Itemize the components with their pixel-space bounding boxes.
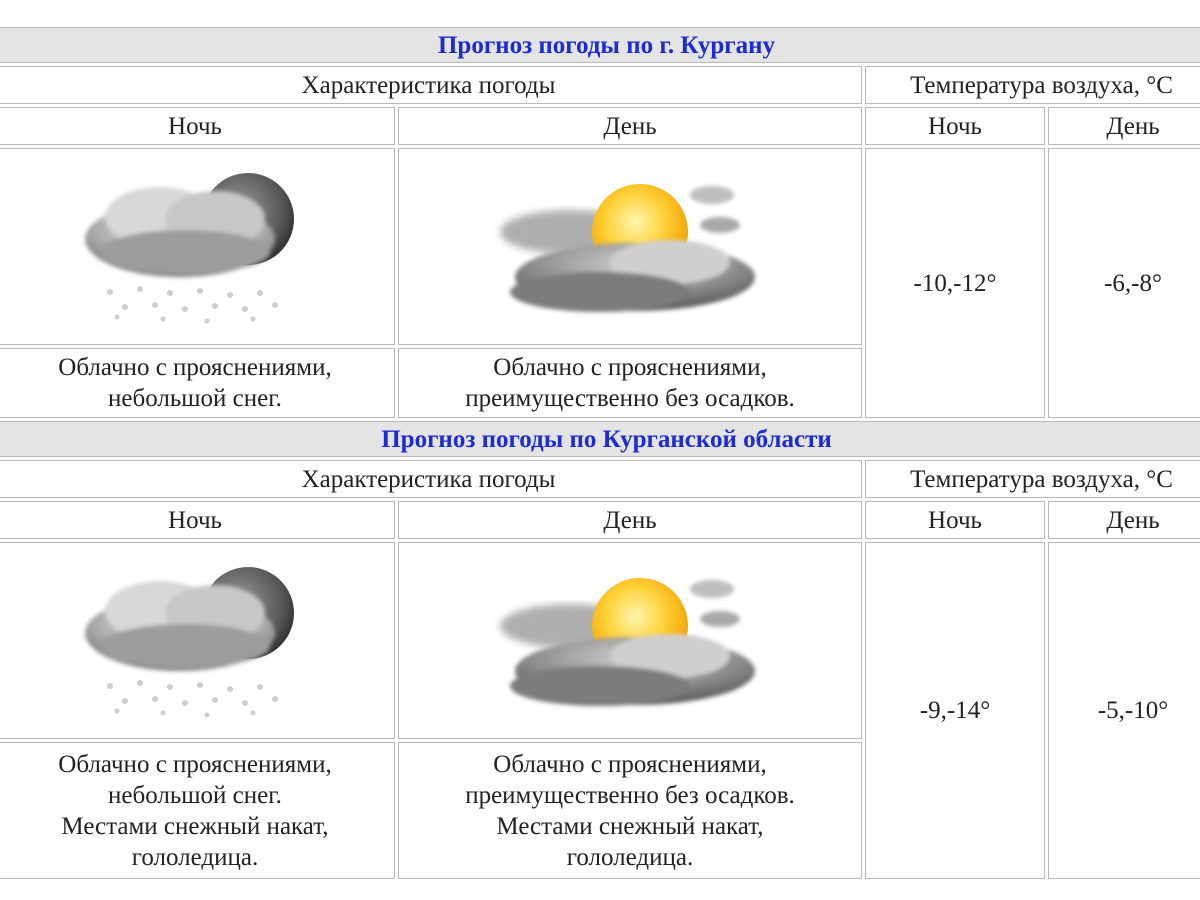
forecast-table-city: [0, 24, 1200, 882]
night-description-line: Облачно с прояснениями,: [58, 750, 332, 778]
day-description-line: Облачно с прояснениями,: [493, 354, 767, 381]
temp-night-value: -10,-12°: [865, 148, 1045, 418]
cloudy-moon-snow-icon: [65, 157, 325, 337]
day-header: День: [398, 107, 862, 145]
section-title: Прогноз погоды по Курганской области: [0, 421, 1200, 457]
temp-night-header: Ночь: [865, 107, 1045, 145]
day-weather-image: [398, 148, 862, 345]
day-description-line: Местами снежный накат,: [496, 812, 764, 840]
day-weather-image: [398, 542, 862, 739]
temperature-header: Температура воздуха, °С: [865, 66, 1200, 104]
day-description-line: Облачно с прояснениями,: [493, 750, 767, 778]
night-weather-image: [0, 148, 395, 345]
night-description-line: небольшой снег.: [108, 385, 282, 412]
night-description: [0, 348, 395, 418]
temp-day-header: День: [1048, 107, 1200, 145]
temp-day-header: День: [1048, 501, 1200, 539]
page-top-strip: [0, 0, 1200, 24]
day-description-line: гололедица.: [566, 843, 694, 871]
characteristics-header: Характеристика погоды: [0, 460, 862, 498]
temp-night-header: Ночь: [865, 501, 1045, 539]
night-header: Ночь: [0, 107, 395, 145]
day-description-line: преимущественно без осадков.: [465, 385, 795, 412]
cloudy-moon-snow-icon: [65, 551, 325, 731]
night-weather-image: [0, 542, 395, 739]
night-description-line: небольшой снег.: [108, 781, 282, 809]
night-description: [0, 742, 395, 879]
night-description-line: гололедица.: [131, 843, 259, 871]
temp-day-value: -5,-10°: [1048, 542, 1200, 879]
characteristics-header: Характеристика погоды: [0, 66, 862, 104]
cloudy-sun-icon: [490, 157, 770, 337]
day-description-line: преимущественно без осадков.: [465, 781, 795, 809]
night-header: Ночь: [0, 501, 395, 539]
day-description: [398, 348, 862, 418]
section-title: Прогноз погоды по г. Кургану: [0, 27, 1200, 63]
day-header: День: [398, 501, 862, 539]
night-description-line: Облачно с прояснениями,: [58, 354, 332, 381]
temp-day-value: -6,-8°: [1048, 148, 1200, 418]
cloudy-sun-icon: [490, 551, 770, 731]
night-description-line: Местами снежный накат,: [61, 812, 329, 840]
temp-night-value: -9,-14°: [865, 542, 1045, 879]
day-description: [398, 742, 862, 879]
temperature-header: Температура воздуха, °С: [865, 460, 1200, 498]
